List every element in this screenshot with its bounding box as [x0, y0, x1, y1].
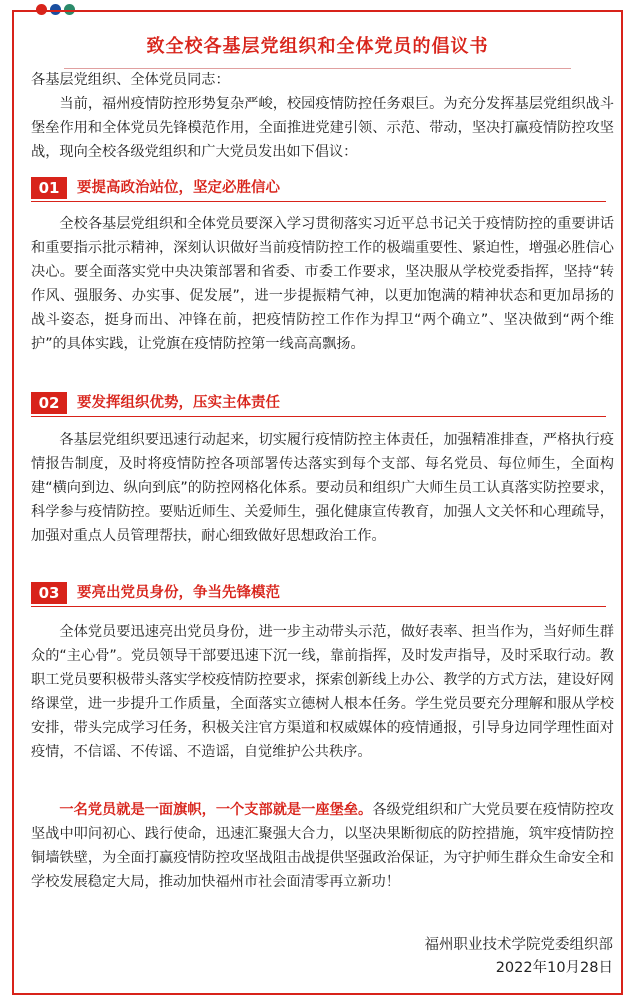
greeting: 各基层党组织、全体党员同志： [31, 72, 230, 88]
section-title: 要提高政治站位，坚定必胜信心 [77, 180, 280, 196]
section-header-1 [31, 177, 606, 199]
intro-paragraph: 当前，福州疫情防控形势复杂严峻，校园疫情防控任务艰巨。为充分发挥基层党组织战斗堡垒作用和全体党员先锋模范作用，全面推进党建引领、示范、带动，坚决打赢疫情防控攻坚战，现向全校各级党组织和广大党员发出如下倡议： [31, 96, 614, 160]
section-divider [31, 201, 606, 202]
section-header-3 [31, 582, 606, 604]
section-divider [31, 606, 606, 607]
section-number: 03 [31, 582, 67, 604]
section-number: 02 [31, 392, 67, 414]
section-number: 01 [31, 177, 67, 199]
section-title: 要亮出党员身份，争当先锋模范 [77, 585, 280, 601]
closing-highlight: 一名党员就是一面旗帜，一个支部就是一座堡垒。 [59, 802, 373, 818]
section-header-2 [31, 392, 606, 414]
signature-org: 福州职业技术学院党委组织部 [424, 937, 613, 953]
closing-paragraph [31, 798, 614, 894]
section-body-1: 全校各基层党组织和全体党员要深入学习贯彻落实习近平总书记关于疫情防控的重要讲话和重要指示批示精神，深刻认识做好当前疫情防控工作的极端重要性、紧迫性，增强必胜信心决心。要全面落实党中央决策部署和省委、市委工作要求，坚决服从学校党委指挥，坚持“转作风、强服务、办实事、促发展”，进一步提振精气神，以更加饱满的精神状态和更加昂扬的战斗姿态，挺身而出、冲锋在前，把疫情防控工作作为捍卫“两个确立”、坚决做到“两个维护”的具体实践，让党旗在疫情防控第一线高高飘扬。 [31, 216, 614, 352]
closing-text: 各级党组织和广大党员要在疫情防控攻坚战中叩问初心、践行使命，迅速汇聚强大合力，以坚决果断彻底的防控措施，筑牢疫情防控铜墙铁壁，为全面打赢疫情防控攻坚战阻击战提供坚强政治保证，为守护师生群众生命安全和学校发展稳定大局，推动加快福州市社会面清零再立新功！ [31, 802, 614, 890]
section-body-3: 全体党员要迅速亮出党员身份，进一步主动带头示范，做好表率、担当作为，当好师生群众的“主心骨”。党员领导干部要迅速下沉一线，靠前指挥，及时发声指导，及时采取行动。教职工党员要积极带头落实学校疫情防控要求，探索创新线上办公、教学的方式方法，建设好网络课堂，进一步提升工作质量，全面落实立德树人根本任务。学生党员要充分理解和服从学校安排，带头完成学习任务，积极关注官方渠道和权威媒体的疫情通报，引导身边同学理性面对疫情，不信谣、不传谣、不造谣，自觉维护公共秩序。 [31, 624, 614, 760]
section-divider [31, 416, 606, 417]
section-body-2: 各基层党组织要迅速行动起来，切实履行疫情防控主体责任，加强精准排查，严格执行疫情报告制度，及时将疫情防控各项部署传达落实到每个支部、每名党员、每位师生，全面构建“横向到边、纵向到底”的防控网格化体系。要动员和组织广大师生员工认真落实防控要求，科学参与疫情防控。要贴近师生、关爱师生，强化健康宣传教育，加强人文关怀和心理疏导，加强对重点人员管理帮扶，耐心细致做好思想政治工作。 [31, 432, 614, 544]
signature-date: 2022年10月28日 [495, 960, 613, 976]
section-title: 要发挥组织优势，压实主体责任 [77, 395, 280, 411]
page-title: 致全校各基层党组织和全体党员的倡议书 [146, 36, 489, 57]
